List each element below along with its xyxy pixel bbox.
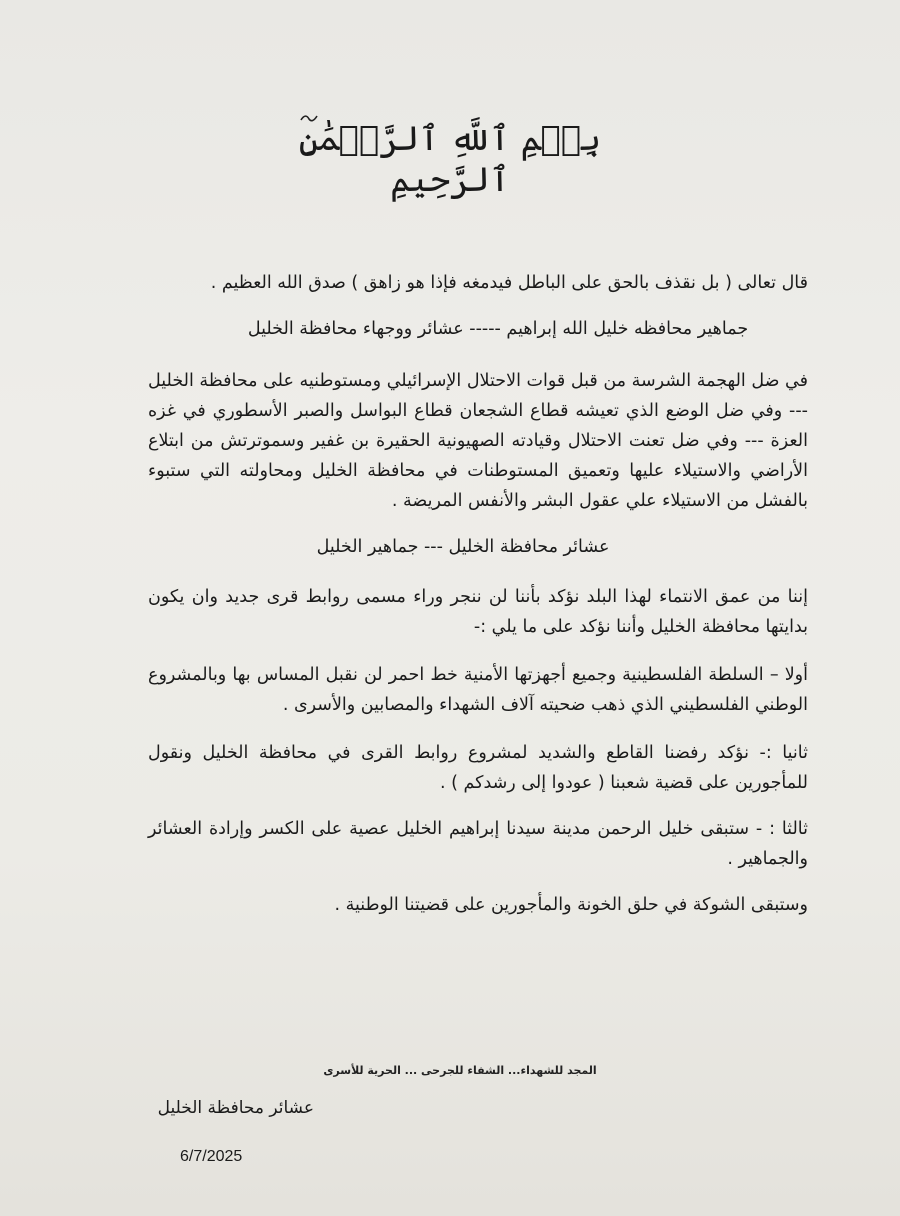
intro-paragraph: إننا من عمق الانتماء لهذا البلد نؤكد بأننا لن ننجر وراء مسمى روابط قرى جديد وان يكون بدايتها محافظة الخليل وأننا نؤكد على ما يلي :-: [148, 587, 808, 637]
quran-verse: قال تعالى ( بل نقذف بالحق على الباطل فيدمغه فإذا هو زاهق ) صدق الله العظيم .: [210, 273, 808, 293]
basmala-heading: بِسۡمِ ٱللَّهِ ٱلرَّحۡمَٰنِ ٱلرَّحِيمِ: [298, 119, 602, 200]
address-line-2: عشائر محافظة الخليل --- جماهير الخليل: [316, 537, 610, 557]
signature: عشائر محافظة الخليل: [157, 1098, 314, 1118]
address-line-1: جماهير محافظه خليل الله إبراهيم ----- عشائر ووجهاء محافظة الخليل: [247, 319, 749, 339]
point-three: ثالثا : - ستبقى خليل الرحمن مدينة سيدنا إبراهيم الخليل عصية على الكسر وإرادة العشائر والجماهير .: [148, 819, 808, 869]
letter-body: [148, 268, 808, 920]
main-paragraph: في ضل الهجمة الشرسة من قبل قوات الاحتلال الإسرائيلي ومستوطنيه على محافظة الخليل --- وفي ضل الوضع الذي تعيشه قطاع الشجعان قطاع البواسل والصبر الأسطوري في غزه العزة --- وفي ضل تعنت الاحتلال وقيادته الصهيونية الحقيرة بن غفير وسموترتش من ابتلاع الأراضي والاستيلاء عليها وتعميق المستوطنات في محافظة الخليل ومحاولته التي ستبوء بالفشل من الاستيلاء علي عقول البشر والأنفس المريضة .: [148, 371, 808, 511]
slogan-line: المجد للشهداء... الشفاء للجرحى ... الحرية للأسرى: [323, 1064, 597, 1077]
document-date: 6/7/2025: [180, 1148, 243, 1165]
point-two: ثانيا :- نؤكد رفضنا القاطع والشديد لمشروع روابط القرى في محافظة الخليل ونقول للمأجورين على قضية شعبنا ( عودوا إلى رشدكم ) .: [148, 743, 808, 793]
point-one: أولا – السلطة الفلسطينية وجميع أجهزتها الأمنية خط احمر لن نقبل المساس بها وبالمشروع الوطني الفلسطيني الذي ذهب ضحيته آلاف الشهداء والمصابين والأسرى .: [148, 665, 808, 715]
closing-line: وستبقى الشوكة في حلق الخونة والمأجورين على قضيتنا الوطنية .: [334, 895, 808, 915]
